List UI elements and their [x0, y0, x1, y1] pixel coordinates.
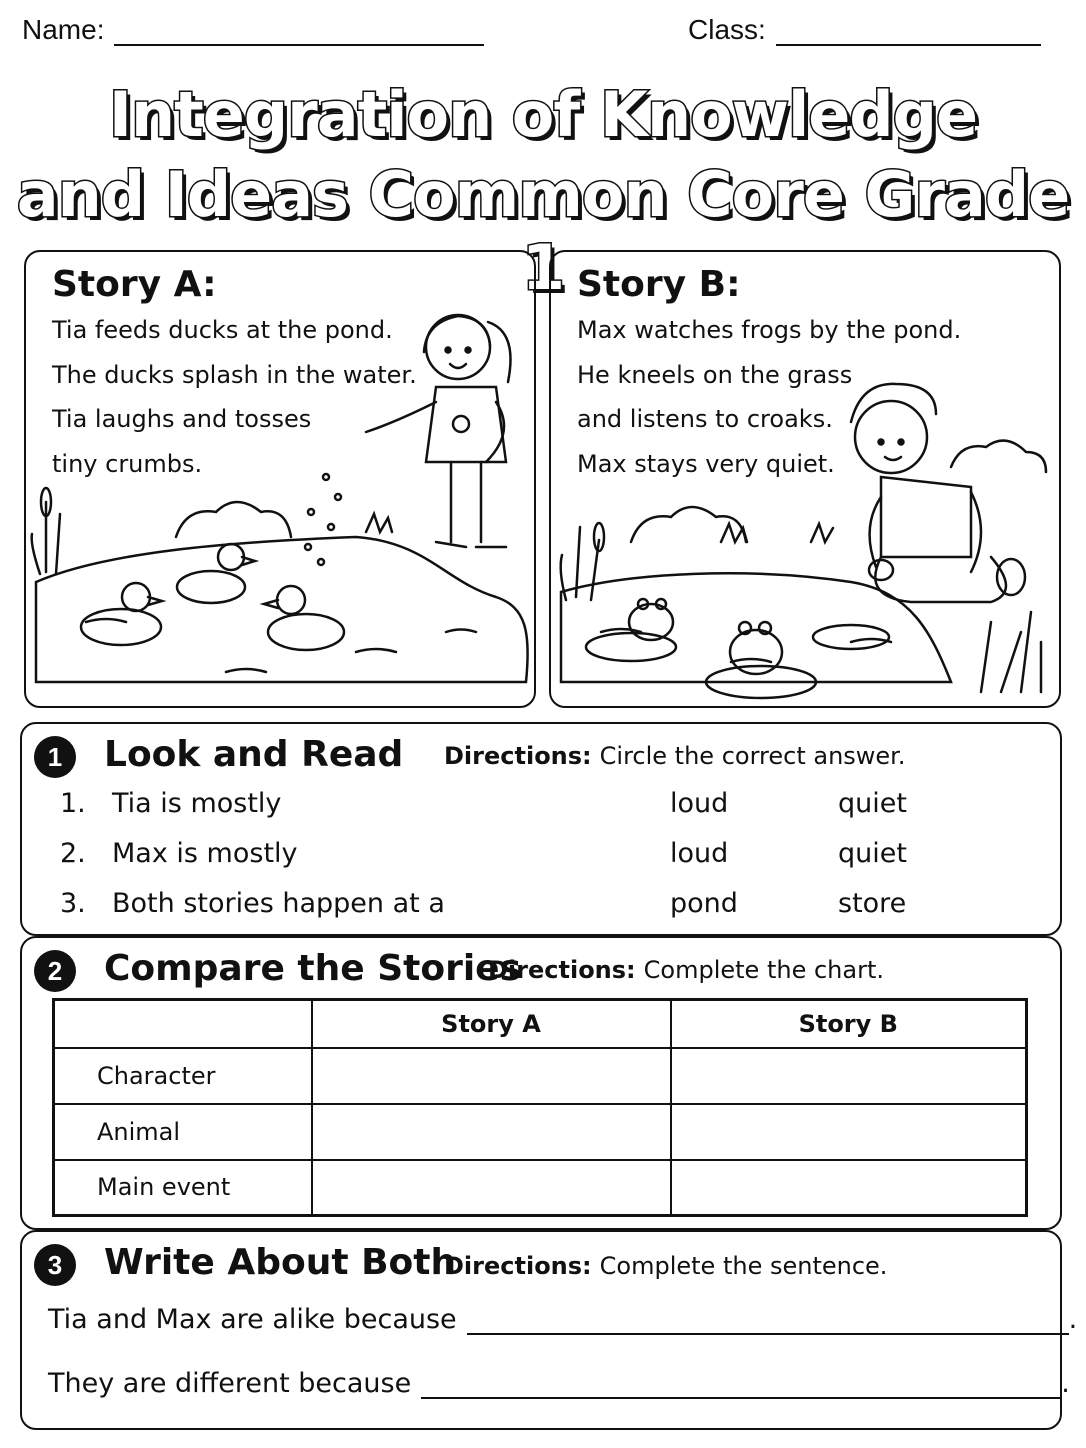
chart-row-label: Animal	[54, 1104, 312, 1160]
section-title: Look and Read	[104, 734, 404, 775]
look-and-read-section	[20, 722, 1062, 936]
chart-header-row	[54, 1000, 1027, 1048]
chart-row	[54, 1104, 1027, 1160]
answer-option[interactable]: pond	[670, 888, 738, 919]
question-number: 2.	[60, 838, 86, 869]
name-label: Name:	[22, 14, 105, 45]
story-a-line: Tia laughs and tosses	[52, 405, 312, 433]
chart-answer-cell[interactable]	[671, 1160, 1027, 1216]
chart-row-label: Character	[54, 1048, 312, 1104]
question-row	[22, 838, 1062, 874]
section-title: Write About Both	[104, 1242, 457, 1283]
different-prompt: They are different because	[48, 1368, 412, 1399]
page-title-line-1: Integration of Knowledge	[108, 78, 978, 151]
directions	[444, 1252, 887, 1280]
question-text: Tia is mostly	[112, 788, 282, 819]
sentence-period: .	[1068, 1304, 1078, 1335]
answer-option[interactable]: quiet	[838, 838, 907, 869]
chart-answer-cell[interactable]	[671, 1104, 1027, 1160]
story-a-line: Tia feeds ducks at the pond.	[52, 316, 393, 344]
story-a-line: The ducks splash in the water.	[52, 361, 417, 389]
answer-option[interactable]: loud	[670, 788, 729, 819]
story-b-line: He kneels on the grass	[577, 361, 853, 389]
compare-the-stories-section	[20, 936, 1062, 1230]
question-text: Both stories happen at a	[112, 888, 445, 919]
question-number: 1.	[60, 788, 86, 819]
page-title-line-2: and Ideas Common Core Grade 1	[16, 158, 1070, 304]
chart-answer-cell[interactable]	[312, 1048, 671, 1104]
story-a-line: tiny crumbs.	[52, 450, 203, 478]
chart-answer-cell[interactable]	[312, 1160, 671, 1216]
story-b-panel	[549, 250, 1061, 708]
class-blank[interactable]	[776, 20, 1041, 46]
section-number-badge: 2	[34, 950, 76, 992]
write-about-both-section	[20, 1230, 1078, 1430]
story-a-title: Story A:	[52, 264, 217, 305]
question-number: 3.	[60, 888, 86, 919]
answer-option[interactable]: loud	[670, 838, 729, 869]
alike-prompt: Tia and Max are alike because	[48, 1304, 457, 1335]
directions-label: Directions:	[444, 1252, 592, 1280]
chart-header-cell	[54, 1000, 312, 1048]
chart-answer-cell[interactable]	[312, 1104, 671, 1160]
directions-text: Circle the correct answer.	[599, 742, 906, 770]
directions	[488, 956, 884, 984]
question-row	[22, 888, 1062, 924]
directions-text: Complete the sentence.	[599, 1252, 888, 1280]
question-text: Max is mostly	[112, 838, 298, 869]
alike-sentence	[48, 1304, 1077, 1335]
class-field[interactable]	[688, 14, 1041, 46]
story-b-title: Story B:	[577, 264, 741, 305]
question-row	[22, 788, 1062, 824]
comparison-chart	[52, 998, 1028, 1217]
sentence-period: .	[1061, 1368, 1070, 1399]
story-b-line: Max watches frogs by the pond.	[577, 316, 962, 344]
name-field[interactable]	[22, 14, 484, 46]
story-a-panel	[24, 250, 536, 708]
chart-header-cell: Story B	[671, 1000, 1027, 1048]
chart-answer-cell[interactable]	[671, 1048, 1027, 1104]
chart-header-cell: Story A	[312, 1000, 671, 1048]
directions-label: Directions:	[444, 742, 592, 770]
section-number-badge: 3	[34, 1244, 76, 1286]
different-answer-blank[interactable]	[421, 1371, 1061, 1399]
different-sentence	[48, 1368, 1070, 1399]
directions-text: Complete the chart.	[643, 956, 884, 984]
chart-row	[54, 1160, 1027, 1216]
chart-row	[54, 1048, 1027, 1104]
section-title: Compare the Stories	[104, 948, 522, 989]
alike-answer-blank[interactable]	[467, 1307, 1069, 1335]
answer-option[interactable]: quiet	[838, 788, 907, 819]
chart-row-label: Main event	[54, 1160, 312, 1216]
answer-option[interactable]: store	[838, 888, 907, 919]
directions-label: Directions:	[488, 956, 636, 984]
class-label: Class:	[688, 14, 766, 45]
story-b-line: Max stays very quiet.	[577, 450, 835, 478]
name-blank[interactable]	[114, 20, 484, 46]
directions	[444, 742, 905, 770]
section-number-badge: 1	[34, 736, 76, 778]
story-b-line: and listens to croaks.	[577, 405, 833, 433]
